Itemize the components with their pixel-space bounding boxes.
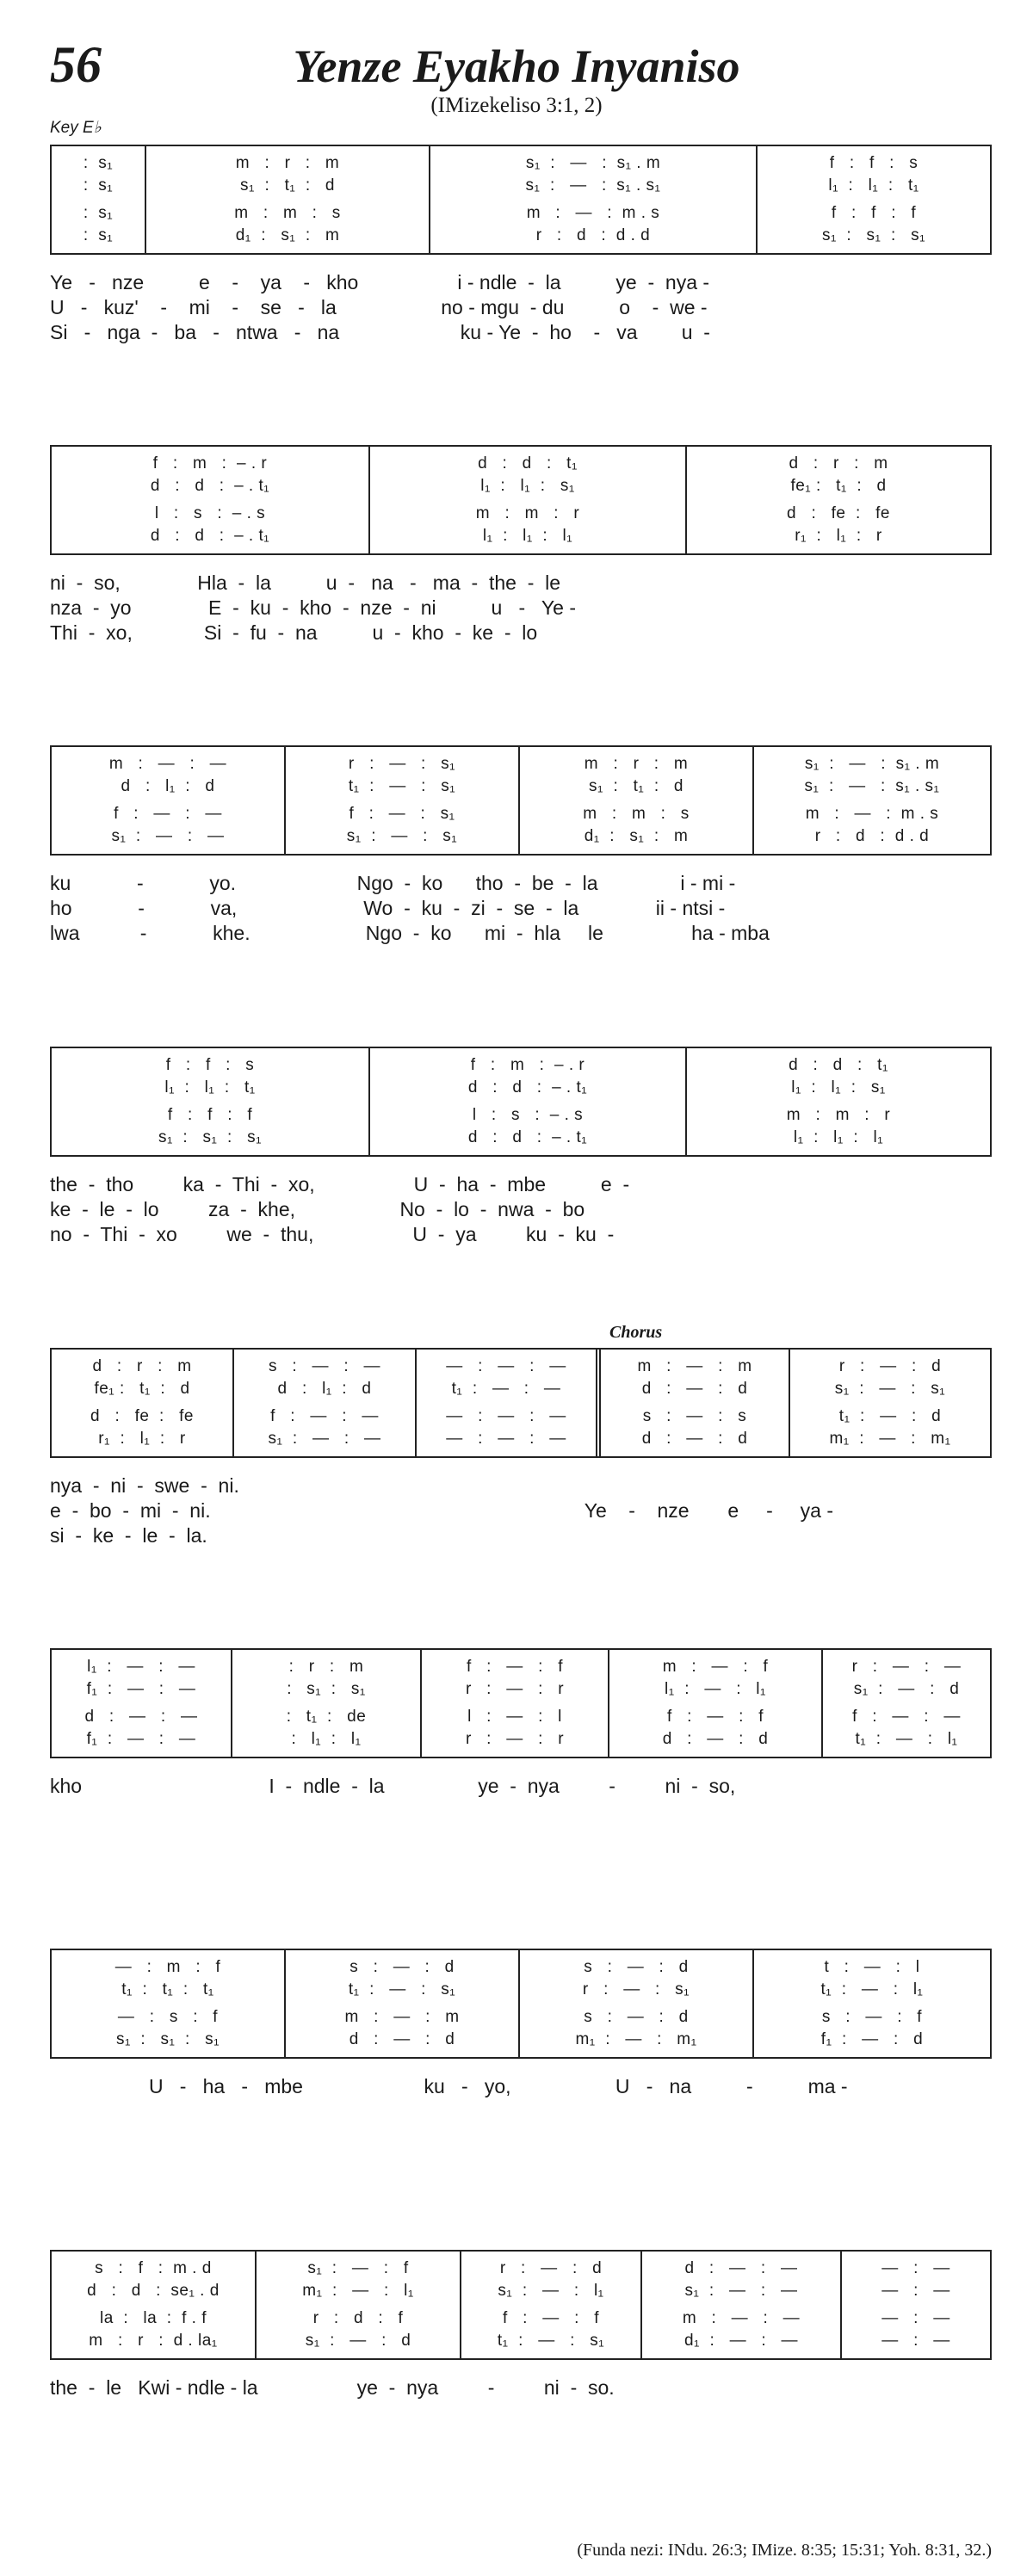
solfa-line: f₁ : — : — — [86, 1680, 196, 1698]
scripture-reference: (IMizekeliso 3:1, 2) — [430, 94, 603, 117]
solfa-staff — [50, 445, 992, 555]
solfa-line: s₁ : t₁ : d — [588, 777, 684, 795]
solfa-line: f : — : — — [852, 1708, 961, 1726]
solfa-line: s : — : f — [821, 2008, 923, 2026]
solfa-line: s₁ : s₁ : s₁ — [821, 226, 926, 244]
solfa-line: m : r : m — [235, 154, 340, 172]
chorus-label: Chorus — [609, 1323, 663, 1342]
solfa-line: f : — : f — [667, 1708, 764, 1726]
solfa-line: m₁ : — : l₁ — [302, 2282, 414, 2300]
solfa-line: f : f : s — [165, 1056, 255, 1074]
measure — [687, 447, 990, 553]
solfa-line: m : r : m — [584, 755, 689, 773]
lyric-line: kho I - ndle - la ye - nya - ni - so, — [50, 1775, 736, 1797]
lyric-line: si - ke - le - la. — [50, 1524, 207, 1547]
solfa-line: f : f : f — [167, 1106, 253, 1124]
solfa-line: la : la : f . f — [99, 2309, 207, 2327]
measure — [642, 2252, 842, 2358]
solfa-line: f₁ : — : d — [820, 2030, 924, 2048]
solfa-line: s : — : d — [349, 1958, 455, 1976]
solfa-line: s : — : d — [584, 2008, 689, 2026]
solfa-line: m : — : — — [682, 2309, 801, 2327]
solfa-line: s₁ : — : — — [684, 2282, 798, 2300]
solfa-line: l₁ : l₁ : s₁ — [480, 477, 575, 495]
measure — [754, 747, 990, 854]
solfa-line: d : d : – . t₁ — [150, 527, 270, 545]
measure — [823, 1650, 990, 1757]
lyric-line: ho - va, Wo - ku - zi - se - la ii - ntsi - — [50, 897, 726, 919]
lyric-line: Si - nga - ba - ntwa - na ku - Ye - ho - va u - — [50, 321, 710, 343]
measure — [52, 2252, 257, 2358]
solfa-line: f : m : – . r — [152, 454, 268, 473]
measure — [758, 146, 990, 253]
lyric-line — [50, 2400, 992, 2425]
lyrics-block — [50, 270, 992, 349]
solfa-line: s₁ : — : s₁ — [834, 1380, 946, 1398]
solfa-line: s₁ : — : — — [111, 827, 225, 845]
music-system — [50, 2250, 992, 2455]
solfa-line: : s₁ — [83, 204, 114, 222]
lyrics-block — [50, 871, 992, 950]
solfa-line: r : d : d . d — [814, 827, 930, 845]
solfa-line: s₁ : — : — — [268, 1430, 381, 1448]
solfa-line: s₁ : — : l₁ — [498, 2282, 604, 2300]
solfa-line: m : m : s — [583, 805, 690, 823]
solfa-line: m : — : m . s — [526, 204, 660, 222]
solfa-line: m₁ : — : m₁ — [829, 1430, 951, 1448]
solfa-line: : s₁ : s₁ — [287, 1680, 366, 1698]
measure — [370, 1048, 687, 1155]
solfa-line: d : — : d — [641, 1430, 748, 1448]
solfa-line: l₁ : — : — — [87, 1658, 195, 1676]
solfa-line: d : d : se₁ . d — [87, 2282, 220, 2300]
solfa-line: s₁ : s₁ : s₁ — [158, 1128, 263, 1146]
solfa-line: s₁ : — : s₁ — [346, 827, 458, 845]
solfa-line: s : — : s — [642, 1407, 747, 1425]
solfa-line: l₁ : l₁ : l₁ — [793, 1128, 884, 1146]
solfa-staff — [50, 1047, 992, 1157]
lyric-line — [50, 2124, 992, 2149]
lyric-line: ku - yo. Ngo - ko tho - be - la i - mi - — [50, 872, 736, 894]
solfa-line: d : d : t₁ — [478, 454, 578, 473]
lyric-line — [50, 2425, 992, 2450]
solfa-line: f : m : – . r — [470, 1056, 585, 1074]
solfa-line: r : d : d . d — [535, 226, 651, 244]
lyrics-block — [50, 1172, 992, 1251]
solfa-line: f : — : s₁ — [349, 805, 455, 823]
solfa-line: r : — : s₁ — [348, 755, 456, 773]
lyric-line: no - Thi - xo we - thu, U - ya ku - ku - — [50, 1223, 615, 1245]
solfa-line: r₁ : l₁ : r — [795, 527, 882, 545]
solfa-line: s₁ : — : d — [853, 1680, 960, 1698]
music-system — [50, 1047, 992, 1251]
solfa-line: t₁ : — : l₁ — [820, 1980, 924, 1998]
solfa-line: d : — : d — [662, 1730, 769, 1748]
solfa-line: s₁ : — : s₁ . s₁ — [804, 777, 940, 795]
solfa-line: f₁ : — : — — [86, 1730, 196, 1748]
measure — [52, 1350, 234, 1456]
solfa-staff — [50, 145, 992, 255]
solfa-line: d : d : – . t₁ — [467, 1128, 588, 1146]
solfa-line: l₁ : l₁ : t₁ — [164, 1078, 256, 1096]
solfa-line: t₁ : t₁ : t₁ — [121, 1980, 214, 1998]
solfa-line: — : s : f — [117, 2008, 219, 2026]
solfa-line: d : — : — — [84, 1708, 198, 1726]
solfa-line: d₁ : s₁ : m — [235, 226, 340, 244]
solfa-line: d : — : d — [641, 1380, 748, 1398]
lyrics-block — [50, 1774, 992, 1853]
music-system — [50, 445, 992, 650]
measure — [520, 1950, 754, 2057]
solfa-line: r : d : f — [312, 2309, 404, 2327]
solfa-line: m₁ : — : m₁ — [575, 2030, 697, 2048]
solfa-line: — : — : — — [446, 1430, 566, 1448]
measure — [286, 747, 520, 854]
solfa-line: d : — : d — [349, 2030, 455, 2048]
solfa-staff — [50, 1348, 992, 1458]
solfa-line: : r : m — [288, 1658, 364, 1676]
measure — [52, 747, 286, 854]
solfa-line: t₁ : — : l₁ — [855, 1730, 958, 1748]
measure — [687, 1048, 990, 1155]
solfa-line: : s₁ — [83, 176, 114, 195]
measure — [52, 1048, 370, 1155]
solfa-line: l₁ : — : l₁ — [665, 1680, 766, 1698]
solfa-line: s : — : d — [584, 1958, 689, 1976]
solfa-line: s₁ : t₁ : d — [239, 176, 335, 195]
solfa-line: s : — : — — [269, 1357, 380, 1375]
solfa-line: r : — : s₁ — [582, 1980, 690, 1998]
solfa-line: t₁ : — : s₁ — [348, 777, 456, 795]
measure — [601, 1350, 790, 1456]
measure — [234, 1350, 417, 1456]
music-system — [50, 1648, 992, 1853]
lyric-line — [50, 2099, 992, 2124]
measure — [461, 2252, 642, 2358]
lyric-line — [50, 1799, 992, 1824]
solfa-line: m : m : r — [475, 504, 580, 522]
key-signature: Key E♭ — [50, 119, 102, 137]
solfa-line: : s₁ — [83, 154, 114, 172]
solfa-line: f : — : — — [114, 805, 222, 823]
solfa-line: f : f : s — [829, 154, 919, 172]
solfa-line: d₁ : — : — — [684, 2332, 799, 2350]
music-system — [50, 1348, 992, 1553]
solfa-line: : s₁ — [83, 226, 114, 244]
lyric-line: U - kuz' - mi - se - la no - mgu - du o - we - — [50, 296, 708, 318]
measure — [257, 2252, 461, 2358]
solfa-line: m : r : d . la₁ — [89, 2332, 218, 2350]
hymn-number: 56 — [50, 36, 102, 93]
solfa-line: d : d : – . t₁ — [150, 477, 270, 495]
solfa-line: m : — : m — [344, 2008, 460, 2026]
solfa-line: d : fe : fe — [787, 504, 890, 522]
solfa-line: — : — — [881, 2309, 950, 2327]
solfa-line: s : f : m . d — [95, 2259, 212, 2277]
measure — [146, 146, 430, 253]
solfa-line: — : m : f — [114, 1958, 221, 1976]
solfa-staff — [50, 745, 992, 856]
lyric-line: U - ha - mbe ku - yo, U - na - ma - — [50, 2075, 848, 2097]
measure — [609, 1650, 823, 1757]
solfa-line: l : s : – . s — [472, 1106, 584, 1124]
solfa-line: t₁ : — : s₁ — [497, 2332, 605, 2350]
solfa-line: r₁ : l₁ : r — [98, 1430, 186, 1448]
solfa-line: d₁ : s₁ : m — [584, 827, 689, 845]
solfa-line: m : — : m — [637, 1357, 752, 1375]
solfa-line: d : — : — — [684, 2259, 798, 2277]
solfa-line: t₁ : — : — — [451, 1380, 561, 1398]
solfa-line: d : d : t₁ — [789, 1056, 888, 1074]
lyrics-block — [50, 2074, 992, 2153]
footer-references: (Funda nezi: INdu. 26:3; IMize. 8:35; 15:31; Yoh. 8:31, 32.) — [577, 2541, 992, 2560]
solfa-line: — : — : — — [446, 1357, 566, 1375]
solfa-line: d : r : m — [92, 1357, 192, 1375]
solfa-line: : t₁ : de — [286, 1708, 367, 1726]
measure — [422, 1650, 609, 1757]
solfa-line: — : — — [881, 2282, 950, 2300]
lyric-line: the - le Kwi - ndle - la ye - nya - ni - so. — [50, 2376, 615, 2399]
solfa-line: s₁ : — : f — [307, 2259, 409, 2277]
solfa-line: t₁ : — : s₁ — [348, 1980, 456, 1998]
music-system — [50, 145, 992, 349]
solfa-line: d : d : – . t₁ — [467, 1078, 588, 1096]
solfa-line: s₁ : s₁ : s₁ — [115, 2030, 220, 2048]
solfa-line: s₁ : — : s₁ . m — [525, 154, 661, 172]
music-system — [50, 745, 992, 950]
lyric-line: ke - le - lo za - khe, No - lo - nwa - bo — [50, 1198, 585, 1220]
lyric-line: nya - ni - swe - ni. — [50, 1474, 239, 1497]
page-header — [0, 0, 1033, 146]
solfa-line: d : l₁ : d — [277, 1380, 372, 1398]
solfa-line: l : — : l — [467, 1708, 562, 1726]
solfa-line: l₁ : l₁ : s₁ — [791, 1078, 886, 1096]
solfa-line: fe₁ : t₁ : d — [790, 477, 887, 495]
solfa-line: d : l₁ : d — [121, 777, 215, 795]
lyric-line: e - bo - mi - ni. Ye - nze e - ya - — [50, 1499, 834, 1522]
solfa-line: f : — : — — [270, 1407, 379, 1425]
solfa-line: — : — — [881, 2332, 950, 2350]
music-system — [50, 1949, 992, 2153]
solfa-line: t : — : l — [824, 1958, 920, 1976]
solfa-line: — : — : — — [446, 1407, 566, 1425]
measure — [430, 146, 758, 253]
lyrics-block — [50, 2375, 992, 2455]
solfa-line: fe₁ : t₁ : d — [94, 1380, 190, 1398]
measure — [754, 1950, 990, 2057]
lyric-line: Thi - xo, Si - fu - na u - kho - ke - lo — [50, 621, 538, 644]
solfa-line: r : — : d — [838, 1357, 942, 1375]
solfa-line: m : — : m . s — [805, 805, 939, 823]
solfa-line: d : fe : fe — [90, 1407, 194, 1425]
solfa-line: s₁ : — : s₁ . s₁ — [525, 176, 661, 195]
measure — [52, 1650, 232, 1757]
solfa-line: r : — : r — [465, 1730, 565, 1748]
solfa-line: — : — — [881, 2259, 950, 2277]
measure — [790, 1350, 990, 1456]
solfa-staff — [50, 1648, 992, 1758]
measure — [842, 2252, 990, 2358]
solfa-line: l₁ : l₁ : l₁ — [482, 527, 573, 545]
solfa-line: f : — : f — [503, 2309, 599, 2327]
solfa-line: m : m : r — [786, 1106, 891, 1124]
measure — [417, 1350, 601, 1456]
solfa-line: r : — : r — [465, 1680, 565, 1698]
lyric-line: lwa - khe. Ngo - ko mi - hla le ha - mba — [50, 922, 770, 944]
hymn-title: Yenze Eyakho Inyaniso — [293, 40, 740, 92]
lyric-line — [50, 1824, 992, 1849]
measure — [232, 1650, 422, 1757]
solfa-line: d : r : m — [789, 454, 888, 473]
lyrics-block — [50, 571, 992, 650]
solfa-line: l : s : – . s — [154, 504, 266, 522]
solfa-line: : l₁ : l₁ — [291, 1730, 362, 1748]
measure — [52, 447, 370, 553]
solfa-line: r : — : d — [499, 2259, 603, 2277]
measure — [520, 747, 754, 854]
measure — [52, 1950, 286, 2057]
solfa-line: m : m : s — [234, 204, 341, 222]
measure — [370, 447, 687, 553]
lyric-line: ni - so, Hla - la u - na - ma - the - le — [50, 571, 561, 594]
solfa-line: t₁ : — : d — [838, 1407, 942, 1425]
solfa-staff — [50, 1949, 992, 2059]
solfa-line: s₁ : — : s₁ . m — [804, 755, 940, 773]
solfa-line: f : f : f — [831, 204, 917, 222]
lyric-line: nza - yo E - ku - kho - nze - ni u - Ye - — [50, 596, 576, 619]
solfa-staff — [50, 2250, 992, 2360]
solfa-line: l₁ : l₁ : t₁ — [828, 176, 919, 195]
solfa-line: s₁ : — : d — [305, 2332, 411, 2350]
solfa-line: m : — : f — [662, 1658, 769, 1676]
solfa-line: m : — : — — [108, 755, 227, 773]
measure — [52, 146, 146, 253]
solfa-line: r : — : — — [851, 1658, 962, 1676]
lyrics-block — [50, 1473, 992, 1553]
measure — [286, 1950, 520, 2057]
lyric-line: the - tho ka - Thi - xo, U - ha - mbe e - — [50, 1173, 630, 1195]
solfa-line: f : — : f — [467, 1658, 563, 1676]
lyric-line: Ye - nze e - ya - kho i - ndle - la ye - nya - — [50, 271, 710, 293]
